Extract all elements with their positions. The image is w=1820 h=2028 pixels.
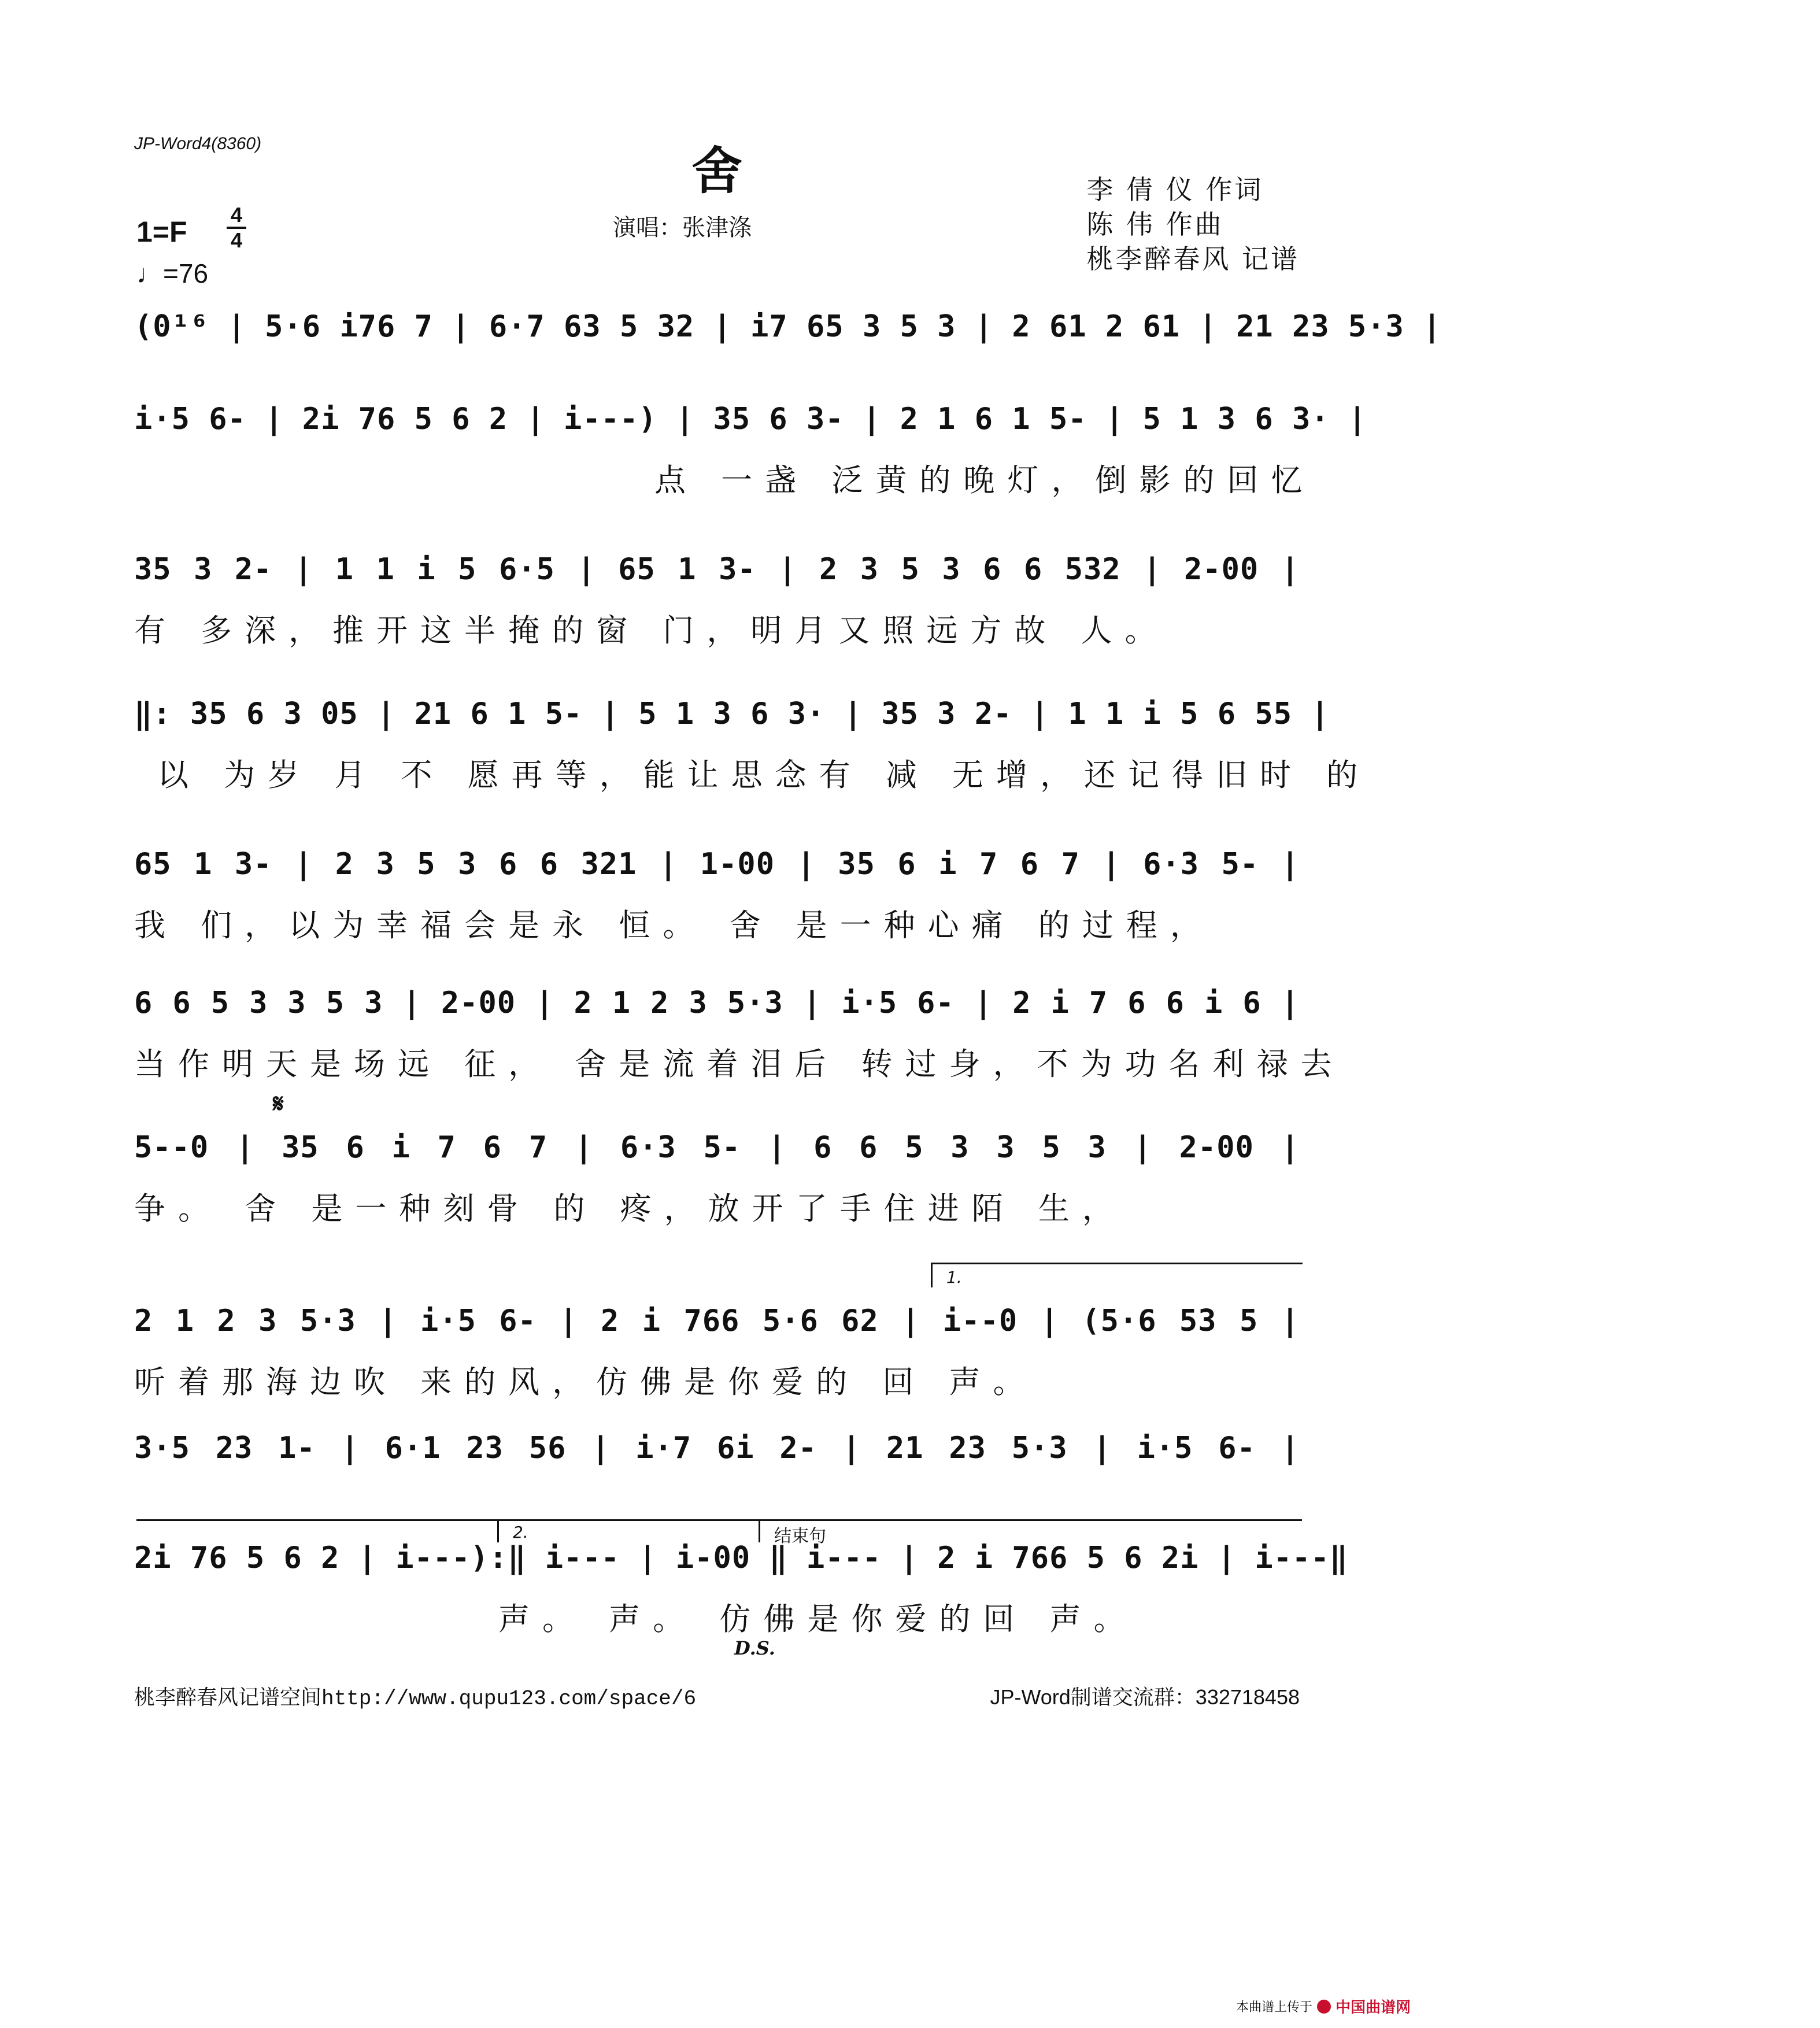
lyric-line: 点 一盏 泛黄的晚灯，倒影的回忆 xyxy=(654,462,1315,498)
notation-line xyxy=(134,1422,1300,1474)
notation-text: 35 3 2- | 1 1 i 5 6·5 | 65 1 3- | 2 3 5 3 6 6 532 | 2-00 | xyxy=(134,552,1300,587)
notation-text: i·5 6- | 2i 76 5 6 2 | i---) | 35 6 3- | 2 1 6 1 5- | 5 1 3 6 3· | xyxy=(134,402,1367,436)
notation-line xyxy=(134,838,1300,890)
notation-line xyxy=(134,543,1300,595)
transcriber-credit: 桃李醉春风 记谱 xyxy=(1086,243,1300,275)
upload-credit xyxy=(1236,1996,1411,2017)
coda-bracket xyxy=(759,1519,1304,1546)
footer-left: 桃李醉春风记谱空间http://www.qupu123.com/space/6 xyxy=(134,1687,697,1711)
coda-label: 结束句 xyxy=(774,1526,826,1546)
notation-text: ‖: 35 6 3 05 | 21 6 1 5- | 5 1 3 6 3· | 35 3 2- | 1 1 i 5 6 55 | xyxy=(134,697,1330,731)
notation-text: 65 1 3- | 2 3 5 3 6 6 321 | 1-00 | 35 6 i 7 6 7 | 6·3 5- | xyxy=(134,847,1300,882)
lyric-line: 我 们，以为幸福会是永 恒。 舍 是一种心痛 的过程， xyxy=(134,907,1214,943)
singer-label: 演唱：张津涤 xyxy=(613,214,752,241)
notation-line xyxy=(134,688,1330,740)
software-label: JP-Word4(8360) xyxy=(134,134,262,153)
lyric-line: 当作明天是场远 征， 舍是流着泪后 转过身，不为功名利禄去 xyxy=(134,1046,1345,1082)
time-signature xyxy=(227,205,246,251)
second-ending-bracket xyxy=(497,1519,759,1542)
lyric-line: 听着那海边吹 来的风，仿佛是你爱的 回 声。 xyxy=(134,1364,1037,1400)
notation-text: (0¹⁶ | 5·6 i76 7 | 6·7 63 5 32 | i7 65 3 5 3 | 2 61 2 61 | 21 23 5·3 | xyxy=(134,309,1442,344)
lyric-line: 以 为岁 月 不 愿再等，能让思念有 减 无增，还记得旧时 的 xyxy=(157,757,1371,793)
ds-marking: D.S. xyxy=(734,1637,775,1659)
time-signature-top: 4 xyxy=(230,203,243,227)
notation-text: 2i 76 5 6 2 | i---):‖ i--- | i-00 ‖ i--- | 2 i 766 5 6 2i | i---‖ xyxy=(134,1541,1348,1575)
quarter-note-icon: ♩ xyxy=(136,258,163,288)
song-title: 舍 xyxy=(691,140,742,201)
credits xyxy=(1086,172,1300,276)
time-signature-bottom: 4 xyxy=(230,228,243,252)
footer-right: JP-Word制谱交流群：332718458 xyxy=(990,1685,1300,1709)
lyric-line: 声。 声。 仿佛是你爱的回 声。 xyxy=(498,1601,1138,1637)
notation-line xyxy=(134,301,1442,353)
segno-icon: 𝄋 xyxy=(273,1089,284,1119)
key-signature: 1=F xyxy=(136,216,187,248)
tempo-marking xyxy=(136,258,208,289)
tempo-value: =76 xyxy=(163,258,209,288)
site-logo-icon xyxy=(1317,2000,1331,2014)
notation-text: 3·5 23 1- | 6·1 23 56 | i·7 6i 2- | 21 23 5·3 | i·5 6- | xyxy=(134,1431,1300,1466)
notation-text: 2 1 2 3 5·3 | i·5 6- | 2 i 766 5·6 62 | i--0 | (5·6 53 5 | xyxy=(134,1304,1300,1338)
notation-line xyxy=(134,393,1367,445)
upload-prefix: 本曲谱上传于 xyxy=(1235,2000,1312,2015)
notation-line xyxy=(134,1122,1300,1174)
notation-text: 6 6 5 3 3 5 3 | 2-00 | 2 1 2 3 5·3 | i·5 6- | 2 i 7 6 6 i 6 | xyxy=(134,986,1300,1020)
first-ending-bracket xyxy=(931,1263,1303,1287)
upload-site: 中国曲谱网 xyxy=(1335,1999,1411,2016)
notation-text: 5--0 | 35 6 i 7 6 7 | 6·3 5- | 6 6 5 3 3 5 3 | 2-00 | xyxy=(134,1130,1300,1165)
notation-line xyxy=(134,977,1300,1029)
lyric-line: 争。 舍 是一种刻骨 的 疼，放开了手住进陌 生， xyxy=(134,1190,1126,1227)
notation-line xyxy=(134,1295,1300,1347)
second-ending-label: 2. xyxy=(513,1523,528,1542)
lyricist-credit: 李 倩 仪 作词 xyxy=(1086,174,1264,205)
lyric-line: 有 多深，推开这半掩的窗 门，明月又照远方故 人。 xyxy=(134,612,1169,649)
composer-credit: 陈 伟 作曲 xyxy=(1086,209,1224,240)
first-ending-label: 1. xyxy=(946,1268,962,1287)
